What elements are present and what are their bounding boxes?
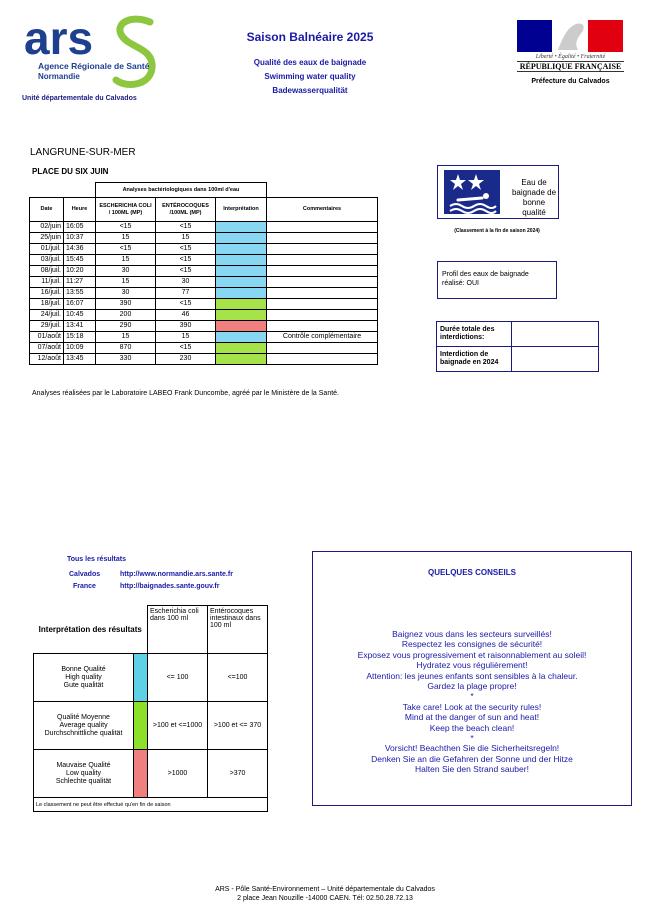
- conseil-en: Mind at the danger of sun and heat!: [404, 712, 540, 723]
- row-interpretation-color: [216, 332, 267, 343]
- conseil-en: Keep the beach clean!: [429, 722, 515, 733]
- quality-fr: Qualité des eaux de baignade: [253, 58, 367, 67]
- row-interpretation-color: [216, 255, 267, 266]
- city-name: LANGRUNE-SUR-MER: [30, 147, 136, 158]
- conseil-fr: Respectez les consignes de sécurité!: [401, 639, 543, 650]
- row-entero: <15: [156, 266, 216, 277]
- row-entero: <15: [156, 244, 216, 255]
- row-entero: 77: [156, 288, 216, 299]
- interp-en: Low quality: [65, 769, 102, 777]
- row-interpretation-color: [216, 354, 267, 365]
- row-time: 16:05: [64, 222, 96, 233]
- footer-line1: ARS - Pôle Santé-Environnement – Unité départementale du Calvados: [215, 886, 435, 893]
- row-time: 11:27: [64, 277, 96, 288]
- col-time: Heure: [64, 198, 96, 222]
- conseil-fr: Baignez vous dans les secteurs surveillés!: [392, 629, 552, 639]
- row-interpretation-color: [216, 244, 267, 255]
- interp-row: [34, 750, 268, 798]
- beach-name: PLACE DU SIX JUIN: [32, 167, 109, 176]
- row-comment: [267, 310, 378, 321]
- row-time: 14:36: [64, 244, 96, 255]
- interp-de: Schlechte qualität: [55, 777, 112, 785]
- all-results-title: Tous les résultats: [67, 556, 127, 563]
- row-date: 08/juil.: [30, 266, 64, 277]
- row-ecoli: <15: [96, 244, 156, 255]
- row-entero: 15: [156, 233, 216, 244]
- conseils-box: [312, 551, 632, 806]
- col-entero: ENTÉROCOQUES /100ML (MP): [156, 198, 216, 222]
- interp-en: Average quality: [59, 721, 108, 729]
- row-interpretation-color: [216, 310, 267, 321]
- row-comment: [267, 288, 378, 299]
- agency-line1: Agence Régionale de Santé: [38, 61, 150, 71]
- row-entero: 390: [156, 321, 216, 332]
- row-entero: 46: [156, 310, 216, 321]
- interp-color: [134, 702, 148, 750]
- row-time: 15:45: [64, 255, 96, 266]
- ars-logo: [22, 14, 162, 94]
- table-row: [30, 310, 378, 321]
- row-date: 18/juil.: [30, 299, 64, 310]
- row-entero: 15: [156, 332, 216, 343]
- row-interpretation-color: [216, 277, 267, 288]
- table-row: [30, 233, 378, 244]
- total-interdictions-value: [512, 322, 599, 347]
- row-interpretation-color: [216, 233, 267, 244]
- table-row: [30, 288, 378, 299]
- row-comment: [267, 277, 378, 288]
- season-title: Saison Balnéaire 2025: [246, 30, 374, 44]
- conseil-fr: Hydratez vous régulièrement!: [416, 660, 528, 671]
- col-comments: Commentaires: [267, 198, 378, 222]
- profil-box: [437, 261, 557, 299]
- row-ecoli: 15: [96, 255, 156, 266]
- table-row: [30, 277, 378, 288]
- row-time: 10:45: [64, 310, 96, 321]
- row-date: 01/juil.: [30, 244, 64, 255]
- row-date: 03/juil.: [30, 255, 64, 266]
- row-ecoli: 200: [96, 310, 156, 321]
- prefecture-label: Préfecture du Calvados: [531, 78, 610, 85]
- conseil-separator: *: [470, 733, 474, 744]
- row-comment: [267, 233, 378, 244]
- interpretation-title: Interprétation des résultats: [34, 606, 148, 654]
- calvados-label: Calvados: [69, 571, 101, 578]
- row-entero: <15: [156, 255, 216, 266]
- row-ecoli: 30: [96, 288, 156, 299]
- interp-quality-label: [34, 750, 134, 798]
- analyses-note: Analyses réalisées par le Laboratoire LABEO Frank Duncombe, agréé par le Ministère de la Santé.: [32, 390, 339, 397]
- row-time: 13:45: [64, 354, 96, 365]
- interp-row: [34, 702, 268, 750]
- profil-text: Profil des eaux de baignade réalisé: OUI: [442, 271, 529, 287]
- footer: [120, 885, 530, 903]
- conseils-body: [313, 629, 631, 775]
- table-row: [30, 222, 378, 233]
- interp-row: [34, 654, 268, 702]
- france-link[interactable]: http://baignades.sante.gouv.fr: [120, 583, 220, 590]
- row-comment: Contrôle complémentaire: [267, 332, 378, 343]
- marianne-flag-icon: [517, 20, 623, 52]
- conseil-de: Denken Sie an die Gefahren der Sonne und der Hitze: [371, 753, 573, 764]
- swimmer-stars-icon: [444, 170, 500, 214]
- row-date: 02/juin: [30, 222, 64, 233]
- row-time: 13:55: [64, 288, 96, 299]
- row-comment: [267, 354, 378, 365]
- unit-label: Unité départementale du Calvados: [22, 95, 137, 102]
- row-date: 11/juil.: [30, 277, 64, 288]
- row-ecoli: 870: [96, 343, 156, 354]
- row-comment: [267, 299, 378, 310]
- row-time: 16:07: [64, 299, 96, 310]
- interp-ecoli: >100 et <=1000: [148, 702, 208, 750]
- row-date: 29/juil.: [30, 321, 64, 332]
- classement-note: (Classement à la fin de saison 2024): [454, 228, 540, 234]
- interp-fr: Bonne Qualité: [61, 665, 106, 673]
- interp-de: Durchschnittliche qualität: [44, 729, 123, 737]
- row-interpretation-color: [216, 321, 267, 332]
- agency-line2: Normandie: [38, 72, 80, 81]
- row-comment: [267, 266, 378, 277]
- row-comment: [267, 255, 378, 266]
- calvados-link[interactable]: http://www.normandie.ars.sante.fr: [120, 571, 233, 578]
- table-row: [30, 266, 378, 277]
- row-time: 10:37: [64, 233, 96, 244]
- quality-de: Badewasserqualität: [272, 86, 348, 95]
- conseil-fr: Gardez la plage propre!: [427, 681, 517, 692]
- table-row: [30, 343, 378, 354]
- row-ecoli: 15: [96, 332, 156, 343]
- conseil-de: Halten Sie den Strand sauber!: [415, 764, 529, 775]
- table-row: [30, 299, 378, 310]
- row-interpretation-color: [216, 222, 267, 233]
- interp-entero: >370: [208, 750, 268, 798]
- quality-badge: [437, 165, 559, 219]
- table-row: [30, 332, 378, 343]
- interp-fr: Mauvaise Qualité: [56, 761, 111, 769]
- row-time: 10:20: [64, 266, 96, 277]
- interp-fr: Qualité Moyenne: [57, 713, 110, 721]
- row-ecoli: 30: [96, 266, 156, 277]
- row-date: 12/août: [30, 354, 64, 365]
- interp-entero: >100 et <= 370: [208, 702, 268, 750]
- col-interpretation: Interprétation: [216, 198, 267, 222]
- interp-color: [134, 654, 148, 702]
- row-entero: <15: [156, 222, 216, 233]
- row-date: 25/juin: [30, 233, 64, 244]
- quality-badge-text: Eau de baignade de bonne qualité: [511, 178, 557, 217]
- row-interpretation-color: [216, 299, 267, 310]
- row-entero: 230: [156, 354, 216, 365]
- row-interpretation-color: [216, 288, 267, 299]
- row-date: 16/juil.: [30, 288, 64, 299]
- row-time: 15:18: [64, 332, 96, 343]
- interp-entero: <=100: [208, 654, 268, 702]
- footer-line2: 2 place Jean Nouzille -14000 CAEN. Tél: 02.50.28.72.13: [237, 895, 413, 902]
- interp-en: High quality: [65, 673, 102, 681]
- interdiction-year-value: [512, 347, 599, 372]
- row-entero: <15: [156, 343, 216, 354]
- row-date: 01/août: [30, 332, 64, 343]
- row-time: 10:09: [64, 343, 96, 354]
- row-interpretation-color: [216, 266, 267, 277]
- results-table: [29, 182, 378, 365]
- row-date: 24/juil.: [30, 310, 64, 321]
- analyses-group-header: Analyses bactériologiques dans 100ml d'eau: [96, 183, 267, 198]
- header-titles: [200, 30, 420, 98]
- row-ecoli: 390: [96, 299, 156, 310]
- conseil-fr: Exposez vous progressivement et raisonnablement au soleil!: [357, 649, 587, 660]
- interp-quality-label: [34, 702, 134, 750]
- col-date: Date: [30, 198, 64, 222]
- interpretation-note: Le classement ne peut être effectué qu'en fin de saison: [34, 798, 268, 812]
- conseil-en: Take care! Look at the security rules!: [402, 701, 542, 712]
- interp-col-ecoli: Escherichia coli dans 100 ml: [148, 606, 208, 654]
- total-interdictions-label: Durée totale des interdictions:: [437, 322, 512, 347]
- rf-name: RÉPUBLIQUE FRANÇAISE: [517, 61, 624, 72]
- row-comment: [267, 343, 378, 354]
- row-ecoli: 15: [96, 233, 156, 244]
- conseil-fr: Attention: les jeunes enfants sont sensibles à la chaleur.: [366, 670, 578, 681]
- conseil-de: Vorsicht! Beachthen Sie die Sicherheitsregeln!: [384, 743, 560, 754]
- france-label: France: [73, 583, 96, 590]
- table-row: [30, 255, 378, 266]
- interp-ecoli: <= 100: [148, 654, 208, 702]
- interdictions-table: [436, 321, 599, 372]
- row-interpretation-color: [216, 343, 267, 354]
- rf-motto: Liberté • Égalité • Fraternité: [535, 54, 606, 60]
- row-entero: <15: [156, 299, 216, 310]
- row-ecoli: <15: [96, 222, 156, 233]
- republique-francaise-logo: [513, 20, 628, 85]
- interp-ecoli: >1000: [148, 750, 208, 798]
- row-time: 13:41: [64, 321, 96, 332]
- ars-logo-text: ars: [24, 14, 94, 64]
- table-row: [30, 244, 378, 255]
- row-comment: [267, 244, 378, 255]
- row-comment: [267, 222, 378, 233]
- row-comment: [267, 321, 378, 332]
- interp-quality-label: [34, 654, 134, 702]
- conseils-title: QUELQUES CONSEILS: [427, 568, 516, 577]
- row-date: 07/août: [30, 343, 64, 354]
- row-ecoli: 330: [96, 354, 156, 365]
- row-entero: 30: [156, 277, 216, 288]
- interp-col-entero: Entérocoques intestinaux dans 100 ml: [208, 606, 268, 654]
- interp-color: [134, 750, 148, 798]
- col-ecoli: ESCHERICHIA COLI / 100ML (MP): [96, 198, 156, 222]
- interdiction-year-label: Interdiction de baignade en 2024: [437, 347, 512, 372]
- interp-de: Gute qualität: [63, 681, 104, 689]
- quality-en: Swimming water quality: [264, 72, 356, 81]
- row-ecoli: 15: [96, 277, 156, 288]
- row-ecoli: 290: [96, 321, 156, 332]
- table-row: [30, 321, 378, 332]
- interpretation-table: [33, 605, 268, 812]
- conseil-separator: *: [470, 691, 474, 702]
- table-row: [30, 354, 378, 365]
